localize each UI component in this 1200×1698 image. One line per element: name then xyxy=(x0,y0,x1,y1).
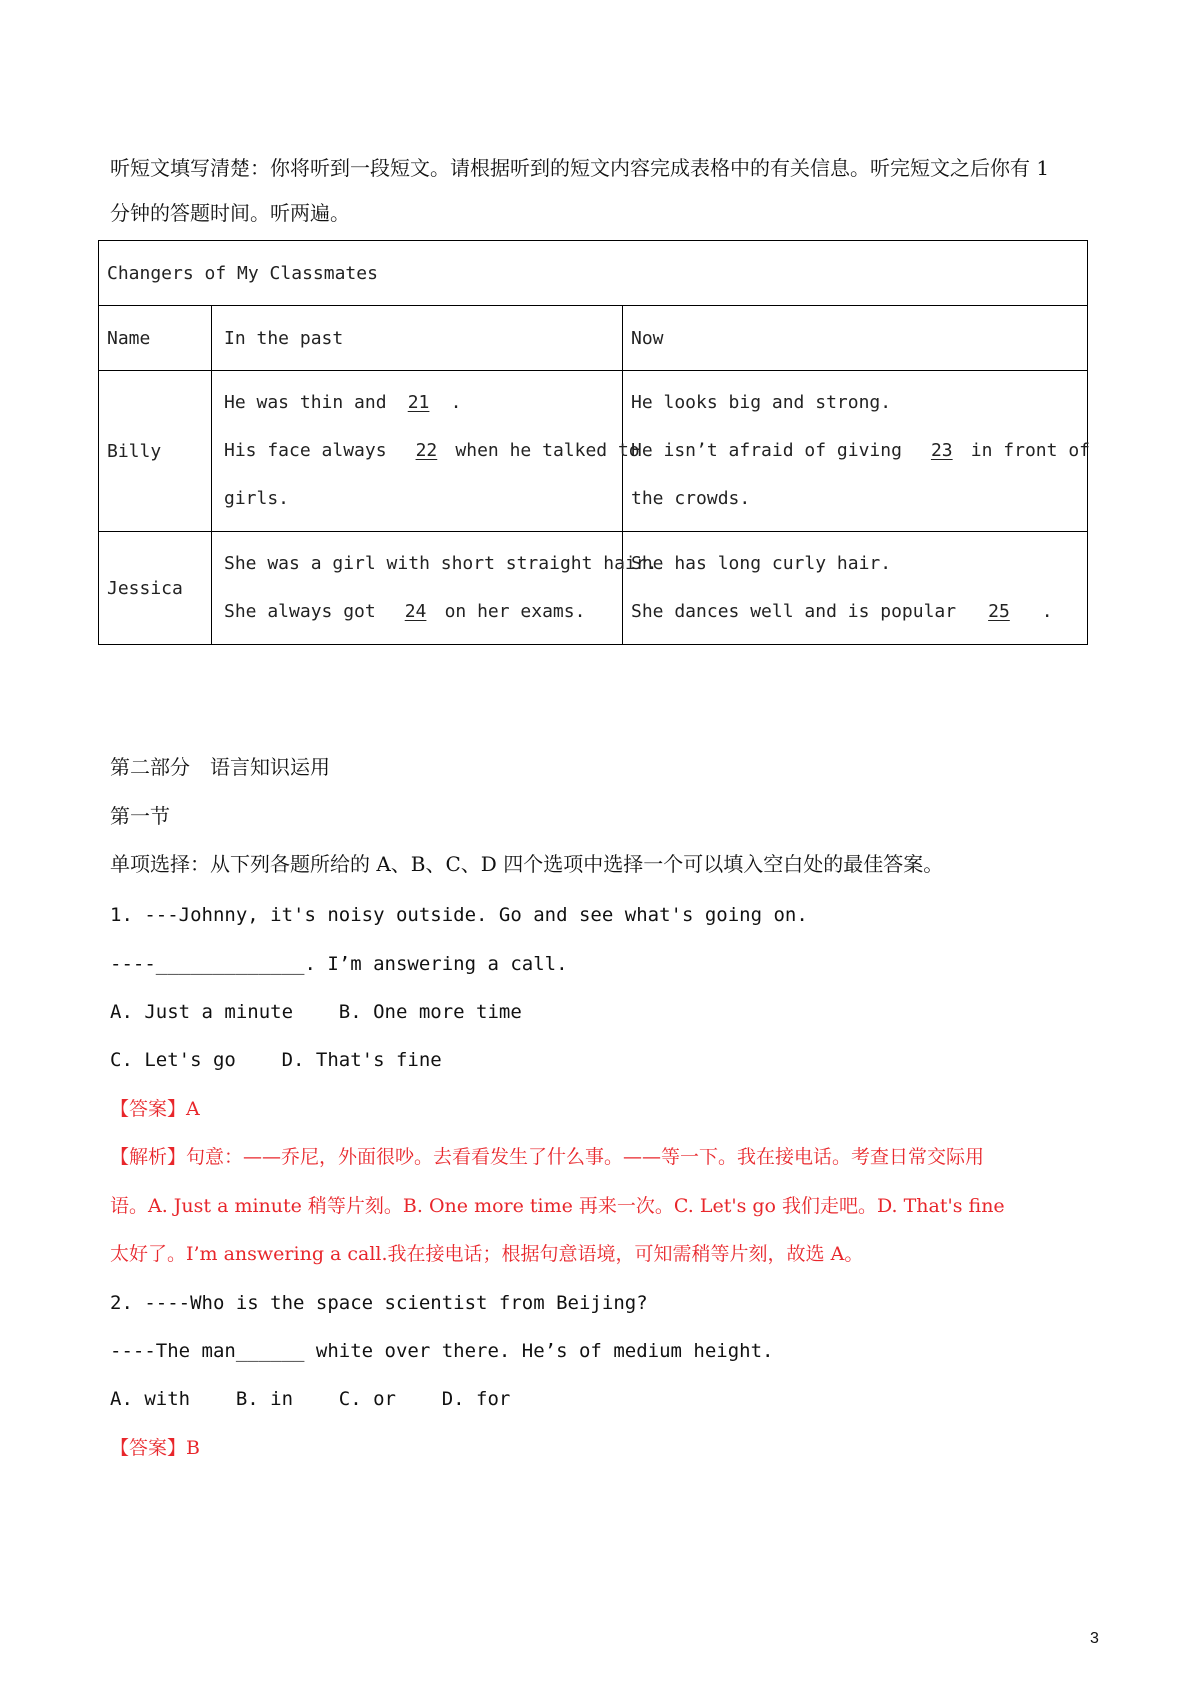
section-heading: 第一节 xyxy=(110,804,170,828)
q1-options-ab: A. Just a minute B. One more time xyxy=(110,1001,522,1023)
part2-instruction: 单项选择：从下列各题所给的 A、B、C、D 四个选项中选择一个可以填入空白处的最佳答案。 xyxy=(110,852,944,876)
q2-response: ----The man______ white over there. He’s of medium height. xyxy=(110,1340,774,1362)
q2-options: A. with B. in C. or D. for xyxy=(110,1388,511,1410)
blank-24: 24 xyxy=(404,601,427,622)
blank-23: 23 xyxy=(930,440,953,461)
page-number: 3 xyxy=(1090,1630,1099,1647)
blank-22: 22 xyxy=(415,440,438,461)
header-now: Now xyxy=(623,306,1088,371)
jessica-past-cell xyxy=(212,532,658,645)
q1-analysis-line1: 【解析】句意：——乔尼，外面很吵。去看看发生了什么事。——等一下。我在接电话。考查日常交际用 xyxy=(110,1146,985,1168)
q1-options-cd: C. Let's go D. That's fine xyxy=(110,1049,442,1071)
blank-25: 25 xyxy=(988,601,1010,622)
billy-now-cell xyxy=(623,371,1088,532)
q1-response: ----_____________. I’m answering a call. xyxy=(110,953,568,975)
jessica-now-cell xyxy=(623,532,1088,645)
jessica-past-line-2: She always got 24 on her exams. xyxy=(224,588,614,636)
q1-analysis-line3: 太好了。I’m answering a call.我在接电话；根据句意语境，可知需稍等片刻，故选 A。 xyxy=(110,1243,864,1265)
q1-analysis-line2: 语。A. Just a minute 稍等片刻。B. One more time 再来一次。C. Let's go 我们走吧。D. That's fine xyxy=(110,1195,1005,1217)
billy-past-cell xyxy=(212,371,640,532)
header-name: Name xyxy=(99,306,212,371)
row-name-jessica: Jessica xyxy=(99,532,212,645)
billy-past-line-1: He was thin and 21 . xyxy=(224,379,614,427)
billy-past-line-2: His face always 22 when he talked to xyxy=(224,427,614,475)
q2-answer: 【答案】B xyxy=(110,1437,200,1459)
header-past: In the past xyxy=(212,306,623,371)
q2-stem: 2. ----Who is the space scientist from Beijing? xyxy=(110,1292,648,1314)
q1-stem: 1. ---Johnny, it's noisy outside. Go and see what's going on. xyxy=(110,904,808,926)
billy-now-line-3: the crowds. xyxy=(631,488,751,509)
billy-now-line-2: He isn’t afraid of giving 23 in front of xyxy=(631,427,1079,475)
jessica-now-line-1: She has long curly hair. xyxy=(631,553,892,574)
classmates-changes-table xyxy=(98,240,1088,645)
blank-21: 21 xyxy=(407,392,430,413)
part2-heading: 第二部分 语言知识运用 xyxy=(110,755,330,779)
q1-answer: 【答案】A xyxy=(110,1098,200,1120)
row-name-billy: Billy xyxy=(99,371,212,532)
table-title: Changers of My Classmates xyxy=(99,241,1088,306)
jessica-now-line-2: She dances well and is popular 25 . xyxy=(631,588,1079,636)
billy-past-line-3: girls. xyxy=(224,488,290,509)
billy-now-line-1: He looks big and strong. xyxy=(631,392,892,413)
jessica-past-line-1: She was a girl with short straight hair. xyxy=(224,553,658,574)
listening-instruction-line2: 分钟的答题时间。听两遍。 xyxy=(110,201,350,225)
listening-instruction-line1: 听短文填写清楚：你将听到一段短文。请根据听到的短文内容完成表格中的有关信息。听完短文之后你有 1 xyxy=(110,156,1050,180)
